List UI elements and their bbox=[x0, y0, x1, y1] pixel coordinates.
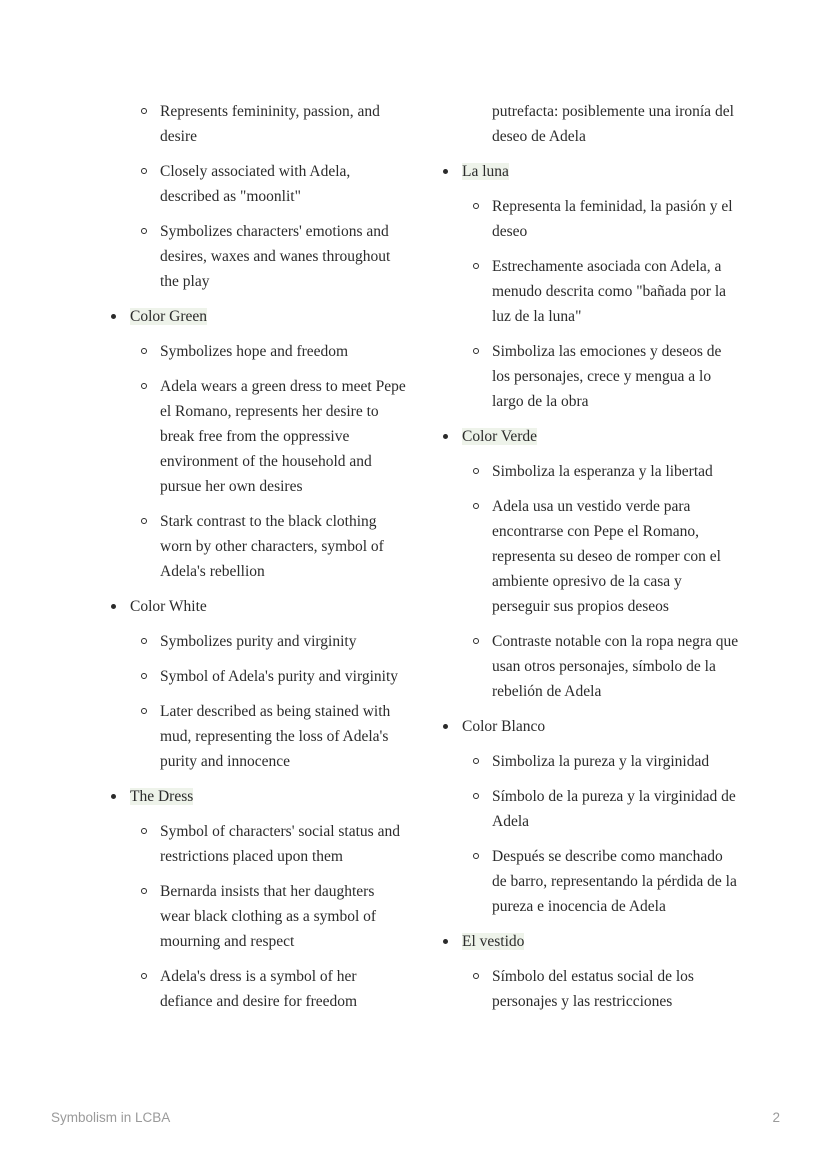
item-text: Adela's dress is a symbol of her defiance and desire for freedom bbox=[160, 968, 358, 1010]
page-number: 2 bbox=[772, 1110, 780, 1125]
list-item bbox=[138, 879, 408, 954]
continued-text bbox=[440, 99, 740, 149]
list-heading bbox=[440, 714, 740, 739]
list-item bbox=[470, 254, 740, 329]
item-text: Symbolizes purity and virginity bbox=[160, 633, 357, 650]
list-item bbox=[470, 749, 740, 774]
item-text: Adela wears a green dress to meet Pepe el Romano, represents her desire to break free from the oppressive environment of the household and pursue her own desires bbox=[160, 378, 406, 495]
item-text: Closely associated with Adela, described as "moonlit" bbox=[160, 163, 351, 205]
item-text: Symbolizes characters' emotions and desires, waxes and wanes throughout the play bbox=[160, 223, 391, 290]
list-item bbox=[138, 509, 408, 584]
list-heading bbox=[108, 784, 408, 809]
list-item bbox=[138, 664, 408, 689]
item-text: Simboliza la esperanza y la libertad bbox=[492, 463, 713, 480]
item-text: Símbolo de la pureza y la virginidad de Adela bbox=[492, 788, 736, 830]
list-item bbox=[470, 784, 740, 834]
list-item bbox=[138, 219, 408, 294]
item-text: Bernarda insists that her daughters wear black clothing as a symbol of mourning and respect bbox=[160, 883, 377, 950]
item-text: Symbol of Adela's purity and virginity bbox=[160, 668, 399, 685]
item-text: Después se describe como manchado de barro, representando la pérdida de la pureza e inocencia de Adela bbox=[492, 848, 737, 915]
item-text: Estrechamente asociada con Adela, a menudo descrita como "bañada por la luz de la luna" bbox=[492, 258, 727, 325]
list-item bbox=[138, 374, 408, 499]
item-text: Color White bbox=[130, 598, 207, 615]
list-item bbox=[138, 99, 408, 149]
list-heading bbox=[440, 424, 740, 449]
item-text: Symbol of characters' social status and restrictions placed upon them bbox=[160, 823, 400, 865]
item-text: putrefacta: posiblemente una ironía del deseo de Adela bbox=[492, 103, 734, 145]
item-text: Later described as being stained with mud, representing the loss of Adela's purity and innocence bbox=[160, 703, 391, 770]
list-item bbox=[138, 339, 408, 364]
right-column bbox=[440, 99, 740, 1014]
list-item bbox=[470, 494, 740, 619]
item-text: Simboliza la pureza y la virginidad bbox=[492, 753, 710, 770]
item-text: Representa la feminidad, la pasión y el deseo bbox=[492, 198, 733, 240]
list-item bbox=[138, 629, 408, 654]
list-item bbox=[138, 964, 408, 1014]
list-heading bbox=[108, 304, 408, 329]
item-text: Stark contrast to the black clothing worn by other characters, symbol of Adela's rebellion bbox=[160, 513, 384, 580]
list-item bbox=[470, 844, 740, 919]
item-text: Color Blanco bbox=[462, 718, 546, 735]
item-text: Represents femininity, passion, and desire bbox=[160, 103, 380, 145]
list-item bbox=[138, 699, 408, 774]
item-text: Símbolo del estatus social de los personajes y las restricciones bbox=[492, 968, 694, 1010]
item-text: Simboliza las emociones y deseos de los personajes, crece y mengua a lo largo de la obra bbox=[492, 343, 722, 410]
list-item bbox=[470, 964, 740, 1014]
left-column bbox=[108, 99, 408, 1014]
list-item bbox=[470, 629, 740, 704]
item-text: Color Green bbox=[130, 308, 208, 325]
list-item bbox=[470, 459, 740, 484]
list-item bbox=[470, 339, 740, 414]
item-text: Symbolizes hope and freedom bbox=[160, 343, 349, 360]
item-text: The Dress bbox=[130, 788, 194, 805]
list-item bbox=[470, 194, 740, 244]
item-text: Color Verde bbox=[462, 428, 538, 445]
list-item bbox=[138, 159, 408, 209]
item-text: Adela usa un vestido verde para encontrarse con Pepe el Romano, representa su deseo de romper con el ambiente opresivo de la casa y perseguir sus propios deseos bbox=[492, 498, 721, 615]
item-text: La luna bbox=[462, 163, 509, 180]
footer-title: Symbolism in LCBA bbox=[51, 1110, 171, 1125]
list-item bbox=[138, 819, 408, 869]
item-text: El vestido bbox=[462, 933, 525, 950]
item-text: Contraste notable con la ropa negra que usan otros personajes, símbolo de la rebelión de Adela bbox=[492, 633, 739, 700]
list-heading bbox=[440, 929, 740, 954]
list-heading bbox=[108, 594, 408, 619]
list-heading bbox=[440, 159, 740, 184]
